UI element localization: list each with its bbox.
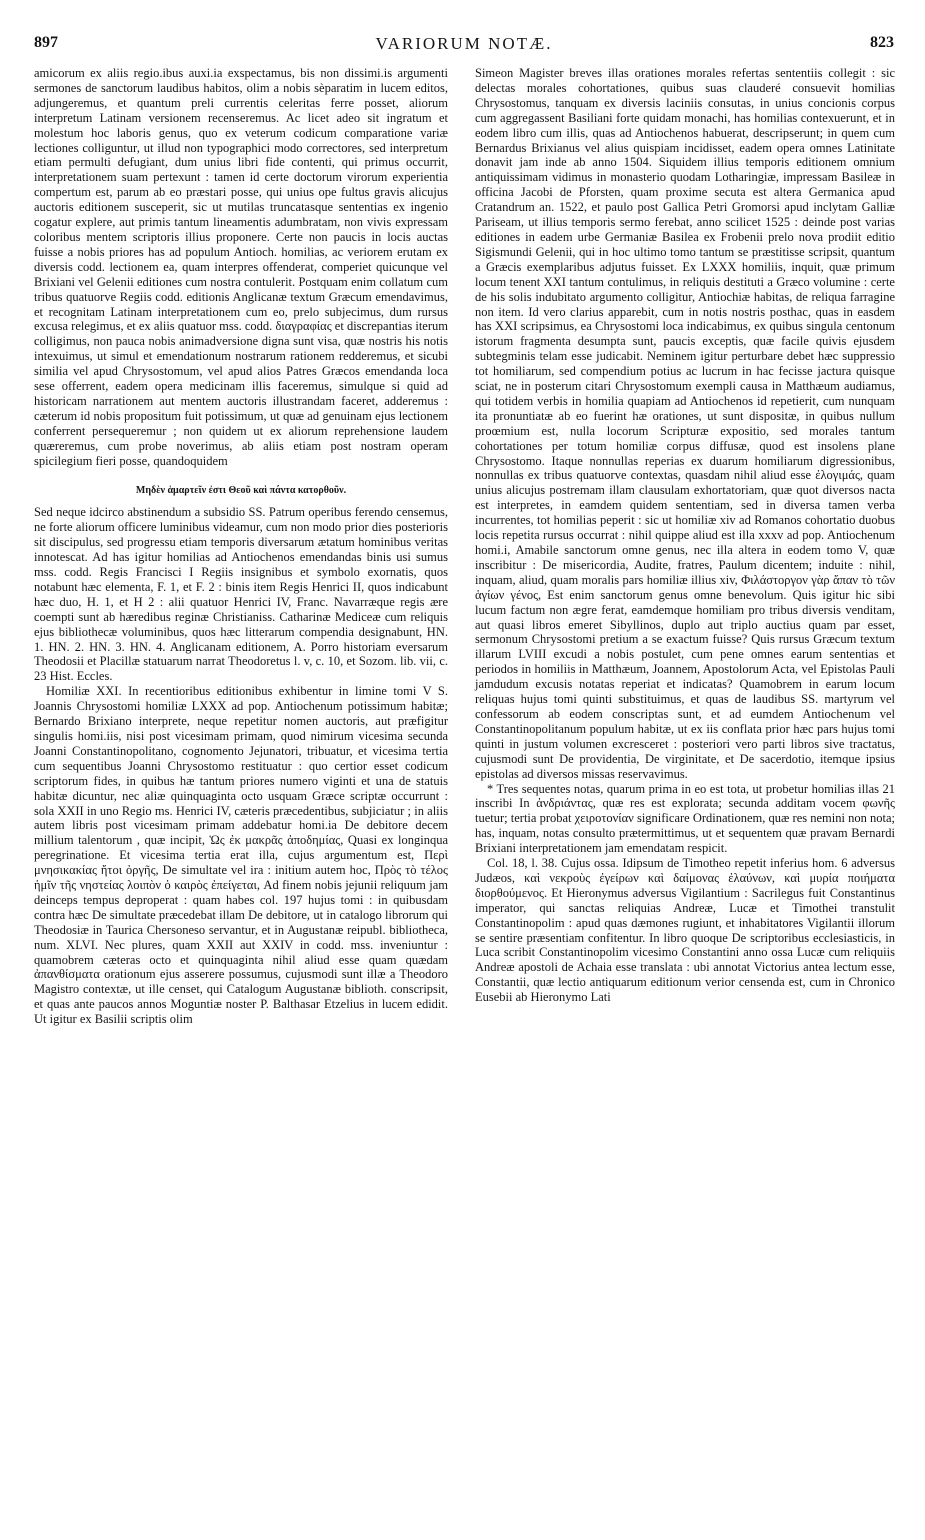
left-column bbox=[34, 66, 448, 1027]
greek-quotation: Μηδὲν ἁμαρτεῖν ἐστι Θεοῦ καὶ πάντα κατορθοῦν. bbox=[135, 485, 347, 497]
left-paragraph-1: amicorum ex aliis regio.ibus auxi.ia exspectamus, bis non dissimi.is argumenti sermones de sanctorum laudibus habitos, olim a nobis sèparatim in lucem editos, adjungeremus, et quantum preli currentis celeritas ferre posset, aliorum interpretum Latinam versionem recenseremus. Ac licet adeo sit ingratum et molestum hoc laboris genus, quo ex veterum codicum comparatione variæ lectiones colliguntur, ut illud non typographici modo correctores, sed interpretum etiam permulti defugiant, dum unius libri fide contenti, qui primus occurrit, interpretationem suam pertexunt : tamen id certe doctorum virorum experientia compertum est, parum ab eo præstari posse, qui unius ope fultus gravis alicujus auctoris editionem susceperit, sic ut mutilas truncatasque sententias ex ingenio cogatur explere, aut primis tantum lineamentis adumbratam, non vivis expressam coloribus mentem scriptoris illius proponere. Certe non paucis in locis auctas fuisse a nobis priores has ad populum Antioch. homilias, ac veriorem erutam ex diversis codd. lectionem ea, quam interpres offenderat, comperiet quicunque vel Brixiani vel Gelenii editiones cum nostra contulerit. Postquam enim collatum cum tribus quatuorve Regiis codd. editionis Anglicanæ textum Græcum emendavimus, et recognitam Latinam interpretationem cum eo, prelo subjecimus, dum rursus excusa relegimus, et ex aliis quatuor mss. codd. διαγραφίας et discrepantias iterum colligimus, non pauca nobis animadversione digna sunt visa, quæ nostris his notis intexuimus, ut simul et emendationum nostrarum rationem redderemus, et sicubi similia vel apud Chrysostomum, vel apud alios Patres Græcos emendanda loca sese offerrent, eadem opera medicinam illis faceremus, simulque si quid ad historicam narrationem aut mentem auctoris illustrandam faceret, adderemus : cæterum id nobis propositum fuit potissimum, ut quæ ad genuinam ejus lectionem conferrent persequeremur ; non quidem ut ex aliorum reprehensione laudem quæreremus, cum probe noverimus, ab aliis etiam post nostram operam spicilegium fieri posse, quandoquidem bbox=[34, 66, 448, 468]
page-header bbox=[34, 34, 894, 58]
page-number-right: 823 bbox=[870, 34, 894, 51]
right-footnote: * Tres sequentes notas, quarum prima in eo est tota, ut probetur homilias illas 21 inscribi In ἀνδριάντας, quæ res est explorata; secunda additam vocem φωνῆς tuetur; tertia probat χειροτονίαν significare Ordinationem, quæ res nemini non nota; has, inquam, notas consulto prætermittimus, ut et sequentem quæ pravam Bernardi Brixiani interpretationem jam emendatam respicit. bbox=[475, 781, 895, 856]
right-column bbox=[475, 66, 895, 1005]
right-paragraph-1: Simeon Magister breves illas orationes morales refertas sententiis collegit : sic delectas morales cohortationes, quibus suas clauderé consuevit homilias Chrysostomus, tanquam ex diversis laciniis consutas, in unius concionis corpus cum aggregassent Basiliani forte quidam monachi, has homilias contexuerunt, et in eodem libro cum illis, quas ad Antiochenos habuerat, descripserunt; in quem cum Bernardus Brixianus vel alius quispiam incidisset, eadem opera omnes Latinitate donavit jam inde ab anno 1504. Siquidem illius temporis editionem omnium antiquissimam vidimus in monasterio quodam Lotharingiæ, impressam Basileæ in officina Jacobi de Pforsten, quam proxime secuta est altera Germanica apud Cratandrum an. 1522, et paulo post Gallica Petri Gromorsi apud inclytam Galliæ Pariseam, ut illius temporis sermo ferebat, anno scilicet 1525 : deinde post varias editiones in eadem urbe Germaniæ Basilea ex Frobenii prelo nova prodiit editio Sigismundi Gelenii, qui in hoc ultimo tomo tantum se præstitisse scripsit, quantum a Græcis exemplaribus adjutus fuisset. Ex LXXX homiliis, inquit, quæ primum locum tenent XXI tantum contulimus, in reliquis destituti a Græco volumine : certe de his solis indubitato argumento colligitur, Antiochiæ habitas, de reliqua farragine non item. Id vero clarius apparebit, cum in notis nostris posthac, quas in easdem has XXI scripsimus, ea Chrysostomi loca indicabimus, ex quibus singula centonum istorum fragmenta desumpta sunt, paucis exceptis, quæ facile quivis ejusdem subtegminis telam esse judicabit. Neminem igitur perturbare debet hæc suppressio tot homiliarum, sed compendium potius ac lucrum in hac fecisse jactura quisque sciat, ne in posterum citari Chrysostomum exempli causa in Matthæum audiamus, qui totidem verbis in homilia quapiam ad Antiochenos id repetierit, cum nunquam ita pronuntiatæ ab eo fuerint hæ orationes, ut sunt dispositæ, in quibus nullum proœmium est, nulla locorum Scripturæ expositio, sed morales tantum cohortationes per totum homiliæ corpus diffusæ, quod est insolens plane Chrysostomo. Itaque nonnullas reperias ex duarum homiliarum digressionibus, nonnullas ex tribus quatuorve contextas, quasdam nihil aliud esse ἐλογιμάς, quam unius alicujus postremam illam clausulam exhortatoriam, quæ quot diversos nacta est interpretes, in eamdem quidem sententiam, sed in diversa tamen verba incurrentes, tot homilias peperit : sic ut homiliæ xiv ad Romanos cohortatio duobus locis repetita rursus occurrat : nihil quippe aliud est illa xxxv ad pop. Antiochenum homi.i, Amabile sanctorum omne genus, nec illa altera in eodem tomo V, quæ inscribitur : De misericordia, Audite, fratres, Paulum dicentem; induite : nihil, inquam, aliud, quam moralis pars homiliæ illius xiv, Φιλάστοργον γὰρ ἅπαν τὸ τῶν ἁγίων γένος, Est enim sanctorum genus omne benevolum. Quis igitur hic sibi lucum factum non ægre ferat, eamdemque homiliam pro tribus diversis venditam, aut quasi libros emeret Sibyllinos, duplo aut triplo auctius quam par esset, sermonum Chrysostomi pretium a se exactum fuisse? Quis rursus Græcum textum illarum LVIII excudi a nobis postulet, cum pene omnes earum sententias et periodos in homiliis in Matthæum, Joannem, Apostolorum Acta, vel Epistolas Pauli jamdudum excusis notatas reperiat et indicatas? Quamobrem in earum locum reliquas hujus tomi quinti substituimus, et quas de laudibus SS. martyrum vel confessorum ab eodem conscriptas sunt, et ad eumdem Antiochenum vel Constantinopolitanum populum habitæ, ut ex iis conflata prior hæc pars hujus tomi quinti in justum volumen excresceret : posteriori vero parti libros sive tractatus, cujusmodi sunt De providentia, De virginitate, et De sacerdotio, itemque ipsius epistolas ad diversos missas reservavimus. bbox=[475, 66, 895, 781]
left-paragraph-2: Sed neque idcirco abstinendum a subsidio SS. Patrum operibus ferendo censemus, ne forte aliorum officere luminibus videamur, cum non modo prior dies posterioris sit discipulus, sed progressu etiam temporis diversarum ætatum hominibus veritas innotescat. Ad has igitur homilias ad Antiochenos emendandas binis usi sumus mss. codd. Regis Francisci I Regiis insignibus et symbolo exornatis, quos notabunt hæc elementa, F. 1, et F. 2 : binis item Regis Henrici II, quos indicabunt hæc duo, H. 1, et H 2 : alii quatuor Henrici IV, Franc. Navarræque regis ære coempti sunt ab hæredibus reginæ Christianiss. Catharinæ Mediceæ cum reliquis ejus bibliothecæ voluminibus, quos hæc litterarum compendia designabunt, HN. 1. HN. 2. HN. 3. HN. 4. Anglicanam editionem, A. Porro historiam eversarum Theodosii et Placillæ statuarum narrat Theodoretus l. v, c. 10, et Sozom. lib. vii, c. 23 Hist. Eccles. bbox=[34, 505, 448, 684]
page-number-left: 897 bbox=[34, 34, 58, 51]
left-paragraph-3: Homiliæ XXI. In recentioribus editionibus exhibentur in limine tomi V S. Joannis Chrysostomi homiliæ LXXX ad pop. Antiochenum potissimum habitæ; Bernardo Brixiano interprete, neque repetitur nomen auctoris, aut præfigitur singulis homi.iis, nisi post vicesimam primam, quod nimirum vicesima secunda Joanni Constantinopolitano, cognomento Jejunatori, tribuatur, et vicesima tertia cum sequentibus Joanni Chrysostomo restituatur : quo certior esset codicum scriptorum fides, in quibus hæ tantum priores numero viginti et una de statuis habitæ dicuntur, nec aliæ quinquaginta octo usquam Græce scriptæ occurrunt : sola XXII in uno Regio ms. Henrici IV, cæteris præcedentibus, subjiciatur ; in aliis autem libris post vicesimam primam addebatur homi.ia De debitore decem millium talentorum , quæ incipit, Ὡς ἐκ μακρᾶς ἀποδημίας, Quasi ex longinqua peregrinatione. Et vicesima tertia erat illa, cujus argumentum est, Περὶ μνησικακίας ἤτοι ὀργῆς, De simultate vel ira : initium autem hoc, Πρὸς τὸ τέλος ἡμῖν τῆς νηστείας λοιπὸν ὁ καιρὸς ἐπείγεται, Ad finem nobis jejunii reliquum jam deinceps tempus deproperat : quam habes col. 197 hujus tomi : in quibusdam contra hæc De simultate præcedebat illam De debitore, ut in catalogo librorum qui Theodosiæ in Taurica Chersoneso servantur, et in Augustanæ reipubl. bibliotheca, num. XLVI. Nec plures, quam XXII aut XXIV in codd. mss. inveniuntur : quamobrem cæteras octo et quinquaginta nihil aliud esse quam quædam ἀπανθίσματα orationum ejus asserere possumus, cujusmodi sunt illæ a Theodoro Magistro contextæ, ut ille censet, qui Catalogum Augustanæ biblioth. conscripsit, et quas ante paucos annos Moguntiæ noster P. Balthasar Etzelius in lucem edidit. Ut igitur ex Basilii scriptis olim bbox=[34, 684, 448, 1027]
running-title: VARIORUM NOTÆ. bbox=[375, 34, 553, 53]
right-paragraph-2: Col. 18, l. 38. Cujus ossa. Idipsum de Timotheo repetit inferius hom. 6 adversus Judæos, καὶ νεκροὺς ἐγείρων καὶ δαίμονας ἐλαύνων, καὶ μυρία ποιήματα διορθούμενος. Et Hieronymus adversus Vigilantium : Sacrilegus fuit Constantinus imperator, qui sanctas reliquias Andreæ, Lucæ et Timothei transtulit Constantinopolim : apud quas dæmones rugiunt, et inhabitatores Vigilantii illorum se sentire præsentiam confitentur. In libro quoque De scriptoribus ecclesiasticis, in Luca scribit Constantinopolim vicesimo Constantini anno ossa Lucæ cum reliquiis Andreæ apostoli de Achaia esse translata : ubi annotat Victorius antea lectum esse, Constantii, quæ lectio antiquarum editionum verior censenda est, cum in Chronico Eusebii ab Hieronymo Lati bbox=[475, 856, 895, 1005]
